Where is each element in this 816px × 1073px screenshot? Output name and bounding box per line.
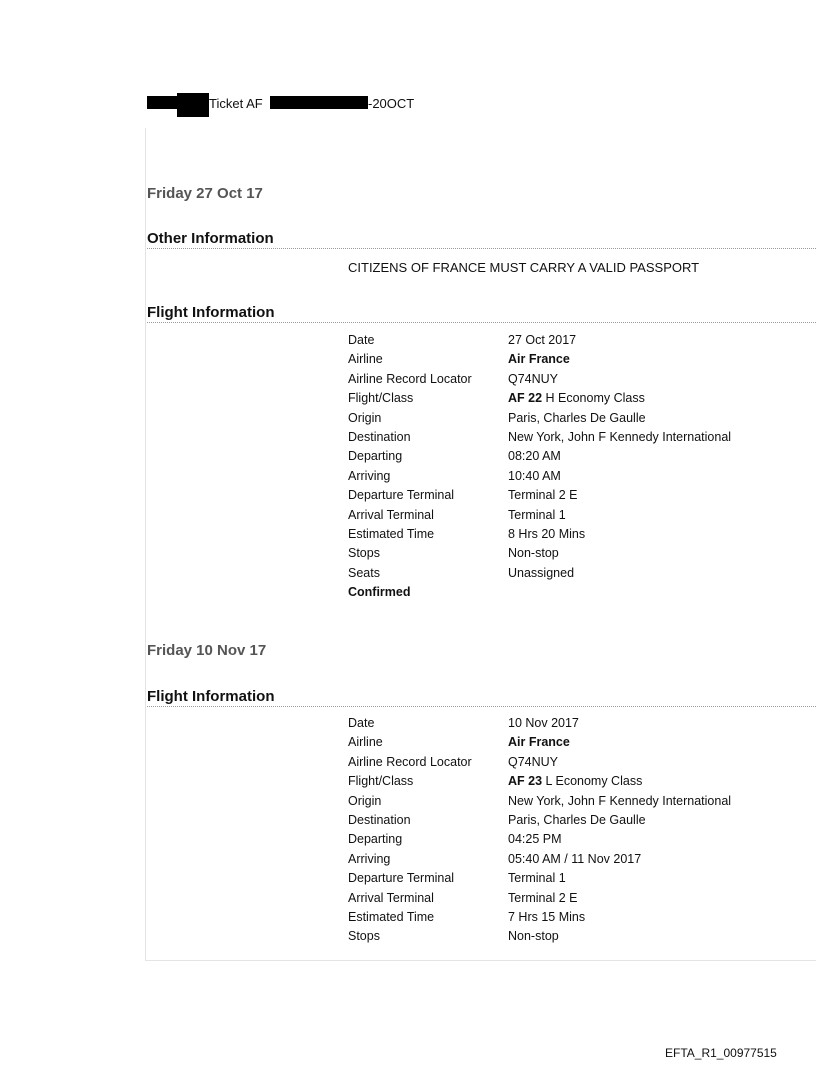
- detail-value: Paris, Charles De Gaulle: [508, 410, 646, 425]
- detail-value: New York, John F Kennedy International: [508, 793, 732, 808]
- detail-row-estimated-time: [348, 525, 816, 544]
- detail-value: Q74NUY: [508, 754, 559, 769]
- detail-row-airline: [348, 350, 816, 369]
- booking-status: Confirmed: [348, 585, 411, 600]
- redaction-block: [177, 93, 209, 117]
- detail-value: [508, 389, 645, 408]
- day-heading: Friday 10 Nov 17: [147, 642, 267, 659]
- flight-details: [348, 331, 816, 602]
- detail-row-departure-terminal: [348, 486, 816, 505]
- detail-label: Flight/Class: [348, 774, 414, 789]
- detail-row-origin: [348, 792, 816, 811]
- detail-label: Destination: [348, 812, 411, 827]
- detail-row-airline: [348, 733, 816, 752]
- section-divider: [147, 322, 816, 323]
- fare-class: H Economy Class: [542, 391, 645, 406]
- other-information-text: CITIZENS OF FRANCE MUST CARRY A VALID PASSPORT: [348, 260, 700, 275]
- detail-row-flight-class: [348, 389, 816, 408]
- detail-label: Seats: [348, 565, 380, 580]
- detail-row-departing: [348, 830, 816, 849]
- detail-value: Terminal 1: [508, 871, 566, 886]
- detail-value: Non-stop: [508, 546, 559, 561]
- detail-label: Departure Terminal: [348, 488, 455, 503]
- detail-label: Departing: [348, 832, 403, 847]
- detail-value: Non-stop: [508, 929, 559, 944]
- detail-row-estimated-time: [348, 908, 816, 927]
- flight-number: AF 22: [508, 391, 543, 406]
- detail-row-arrival-terminal: [348, 889, 816, 908]
- detail-label: Estimated Time: [348, 909, 435, 924]
- detail-value: 10:40 AM: [508, 468, 561, 483]
- detail-label: Destination: [348, 429, 411, 444]
- detail-row-destination: [348, 811, 816, 830]
- detail-row-date: [348, 331, 816, 350]
- detail-row-locator: [348, 370, 816, 389]
- detail-row-departure-terminal: [348, 869, 816, 888]
- detail-label: Arriving: [348, 851, 391, 866]
- detail-label: Date: [348, 333, 375, 347]
- redaction-block: [270, 96, 368, 109]
- detail-row-origin: [348, 409, 816, 428]
- flight-information-title: Flight Information: [147, 304, 275, 321]
- flight-information-title: Flight Information: [147, 688, 275, 705]
- detail-value: 08:20 AM: [508, 449, 561, 464]
- detail-value: Q74NUY: [508, 371, 559, 386]
- detail-value: 8 Hrs 20 Mins: [508, 526, 586, 541]
- detail-label: Arrival Terminal: [348, 507, 434, 522]
- fare-class: L Economy Class: [542, 774, 643, 789]
- detail-row-date: [348, 714, 816, 733]
- detail-value: Air France: [508, 352, 570, 367]
- detail-value: 27 Oct 2017: [508, 333, 577, 347]
- detail-value: Air France: [508, 735, 570, 750]
- detail-label: Date: [348, 716, 375, 730]
- detail-row-arriving: [348, 850, 816, 869]
- detail-label: Departing: [348, 449, 403, 464]
- section-divider: [147, 706, 816, 707]
- flight-details: [348, 714, 816, 947]
- detail-label: Airline: [348, 352, 383, 367]
- detail-label: Airline: [348, 735, 383, 750]
- detail-row-flight-class: [348, 772, 816, 791]
- detail-row-departing: [348, 447, 816, 466]
- detail-value: [508, 772, 642, 791]
- detail-label: Arriving: [348, 468, 391, 483]
- detail-value: 10 Nov 2017: [508, 716, 579, 730]
- detail-row-locator: [348, 753, 816, 772]
- detail-value: Terminal 2 E: [508, 890, 578, 905]
- day-heading: Friday 27 Oct 17: [147, 185, 263, 202]
- section-divider: [147, 248, 816, 249]
- detail-value: Paris, Charles De Gaulle: [508, 812, 646, 827]
- ticket-label: Ticket AF: [209, 96, 263, 111]
- detail-value: 7 Hrs 15 Mins: [508, 909, 586, 924]
- detail-label: Estimated Time: [348, 526, 435, 541]
- detail-row-stops: [348, 544, 816, 563]
- document-id: EFTA_R1_00977515: [665, 1046, 777, 1060]
- detail-row-arriving: [348, 467, 816, 486]
- detail-value: Terminal 2 E: [508, 488, 578, 503]
- detail-value: New York, John F Kennedy International: [508, 429, 732, 444]
- detail-label: Airline Record Locator: [348, 754, 472, 769]
- detail-label: Airline Record Locator: [348, 371, 472, 386]
- detail-row-arrival-terminal: [348, 506, 816, 525]
- detail-value: Terminal 1: [508, 507, 566, 522]
- redaction-block: [147, 96, 177, 109]
- detail-label: Arrival Terminal: [348, 890, 434, 905]
- detail-label: Flight/Class: [348, 391, 414, 406]
- other-information-title: Other Information: [147, 230, 274, 247]
- detail-row-seats: [348, 564, 816, 583]
- detail-label: Stops: [348, 929, 380, 944]
- detail-row-status: [348, 583, 816, 602]
- detail-value: Unassigned: [508, 565, 575, 580]
- detail-row-stops: [348, 927, 816, 946]
- ticket-suffix: -20OCT: [368, 96, 415, 111]
- detail-value: 04:25 PM: [508, 832, 562, 847]
- detail-label: Stops: [348, 546, 380, 561]
- detail-label: Origin: [348, 410, 382, 425]
- detail-label: Origin: [348, 793, 382, 808]
- detail-row-destination: [348, 428, 816, 447]
- detail-label: Departure Terminal: [348, 871, 455, 886]
- detail-value: 05:40 AM / 11 Nov 2017: [508, 851, 642, 866]
- flight-number: AF 23: [508, 774, 543, 789]
